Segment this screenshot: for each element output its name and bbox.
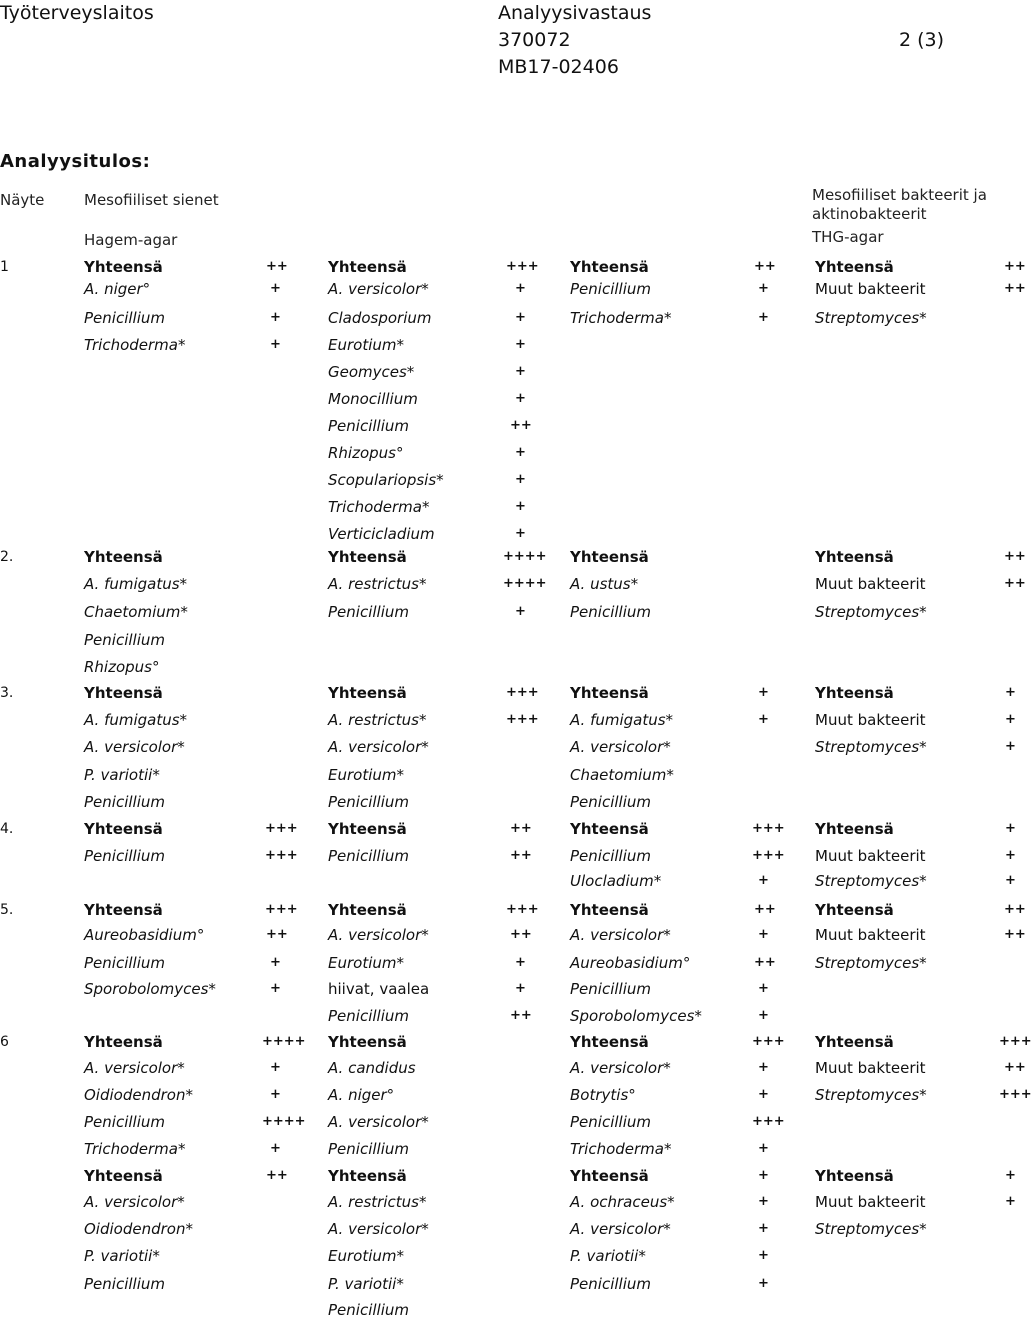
grade-value: ++ xyxy=(510,821,532,836)
organism-name: Oidiodendron* xyxy=(84,1220,193,1238)
organism-name: A. versicolor* xyxy=(570,1059,671,1077)
grade-value: + xyxy=(1005,1168,1016,1183)
total-label: Yhteensä xyxy=(328,684,407,702)
grade-value: + xyxy=(758,1248,769,1263)
grade-value: ++ xyxy=(1004,281,1026,296)
organism-name: Penicillium xyxy=(84,309,165,327)
organism-name: P. variotii* xyxy=(84,1247,160,1265)
organism-name: Penicillium xyxy=(328,847,409,865)
grade-value: + xyxy=(758,310,769,325)
organism-name: A. ochraceus* xyxy=(570,1193,675,1211)
grade-value: + xyxy=(758,1194,769,1209)
organism-name: A. fumigatus* xyxy=(570,711,674,729)
grade-value: +++ xyxy=(506,685,539,700)
organism-name: Verticicladium xyxy=(328,525,435,543)
grade-value: + xyxy=(515,499,526,514)
total-label: Yhteensä xyxy=(84,548,163,566)
grade-value: + xyxy=(515,955,526,970)
category-label: Muut bakteerit xyxy=(815,575,926,593)
grade-value: + xyxy=(515,364,526,379)
grade-value: + xyxy=(270,281,281,296)
grade-value: +++ xyxy=(999,1034,1032,1049)
organism-name: Streptomyces* xyxy=(815,954,927,972)
total-label: Yhteensä xyxy=(84,1167,163,1185)
organism-name: Oidiodendron* xyxy=(84,1086,193,1104)
organism-name: A. versicolor* xyxy=(84,738,185,756)
column-header-bacteria: Mesofiiliset bakteerit ja xyxy=(812,186,987,204)
grade-value: + xyxy=(270,310,281,325)
organism-name: Streptomyces* xyxy=(815,738,927,756)
organism-name: Aureobasidium° xyxy=(570,954,691,972)
organism-name: A. versicolor* xyxy=(570,738,671,756)
organism-name: Eurotium* xyxy=(328,1247,404,1265)
organism-name: Penicillium xyxy=(84,847,165,865)
category-label: Muut bakteerit xyxy=(815,711,926,729)
grade-value: +++ xyxy=(265,848,298,863)
document-reference: MB17-02406 xyxy=(498,56,619,78)
grade-value: ++ xyxy=(1004,902,1026,917)
grade-value: + xyxy=(758,1276,769,1291)
organism-name: Trichoderma* xyxy=(328,498,430,516)
organism-name: A. restrictus* xyxy=(328,711,427,729)
total-label: Yhteensä xyxy=(570,548,649,566)
total-label: Yhteensä xyxy=(84,684,163,702)
organism-name: A. versicolor* xyxy=(84,1193,185,1211)
grade-value: ++ xyxy=(754,259,776,274)
grade-value: ++++ xyxy=(503,576,547,591)
total-label: Yhteensä xyxy=(815,548,894,566)
total-label: Yhteensä xyxy=(815,258,894,276)
document-code: 370072 xyxy=(498,29,571,51)
grade-value: +++ xyxy=(752,821,785,836)
organism-name: Streptomyces* xyxy=(815,872,927,890)
grade-value: + xyxy=(515,281,526,296)
grade-value: + xyxy=(270,955,281,970)
organism-name: Eurotium* xyxy=(328,954,404,972)
category-label: Muut bakteerit xyxy=(815,280,926,298)
organism-name: Aureobasidium° xyxy=(84,926,205,944)
grade-value: + xyxy=(515,391,526,406)
grade-value: +++ xyxy=(506,712,539,727)
category-label: Muut bakteerit xyxy=(815,1193,926,1211)
sample-number: 4. xyxy=(0,821,14,837)
grade-value: + xyxy=(758,981,769,996)
total-label: Yhteensä xyxy=(328,820,407,838)
grade-value: + xyxy=(270,1141,281,1156)
grade-value: + xyxy=(1005,848,1016,863)
organism-name: Penicillium xyxy=(328,1140,409,1158)
organism-name: Penicillium xyxy=(328,603,409,621)
grade-value: + xyxy=(270,981,281,996)
grade-value: + xyxy=(1005,1194,1016,1209)
organism-name: A. ustus* xyxy=(570,575,639,593)
organism-name: Penicillium xyxy=(84,793,165,811)
grade-value: ++ xyxy=(510,848,532,863)
organization-name: Työterveyslaitos xyxy=(0,2,154,24)
organism-name: A. versicolor* xyxy=(570,1220,671,1238)
sample-number: 6 xyxy=(0,1034,9,1050)
organism-name: Penicillium xyxy=(570,603,651,621)
organism-name: Monocillium xyxy=(328,390,418,408)
organism-name: A. versicolor* xyxy=(570,926,671,944)
total-label: Yhteensä xyxy=(328,548,407,566)
grade-value: + xyxy=(758,281,769,296)
grade-value: +++ xyxy=(752,848,785,863)
organism-name: Penicillium xyxy=(570,1113,651,1131)
total-label: Yhteensä xyxy=(328,258,407,276)
total-label: Yhteensä xyxy=(328,1033,407,1051)
organism-name: A. candidus xyxy=(328,1059,416,1077)
organism-name: Trichoderma* xyxy=(570,1140,672,1158)
column-header-fungi-agar: Hagem-agar xyxy=(84,231,178,249)
organism-name: Scopulariopsis* xyxy=(328,471,444,489)
grade-value: ++ xyxy=(1004,1060,1026,1075)
grade-value: ++++ xyxy=(503,549,547,564)
organism-name: Streptomyces* xyxy=(815,1086,927,1104)
organism-name: Trichoderma* xyxy=(84,336,186,354)
organism-name: Penicillium xyxy=(328,793,409,811)
organism-name: Streptomyces* xyxy=(815,603,927,621)
grade-value: + xyxy=(515,981,526,996)
grade-value: + xyxy=(758,1087,769,1102)
total-label: Yhteensä xyxy=(328,901,407,919)
organism-name: Penicillium xyxy=(328,1301,409,1319)
organism-name: A. fumigatus* xyxy=(84,575,188,593)
grade-value: ++ xyxy=(1004,259,1026,274)
organism-name: Sporobolomyces* xyxy=(84,980,216,998)
organism-name: A. versicolor* xyxy=(84,1059,185,1077)
grade-value: + xyxy=(1005,821,1016,836)
total-label: Yhteensä xyxy=(815,1033,894,1051)
grade-value: + xyxy=(270,337,281,352)
total-label: Yhteensä xyxy=(570,684,649,702)
sample-number: 3. xyxy=(0,685,14,701)
organism-name: Penicillium xyxy=(84,1113,165,1131)
organism-name: A. versicolor* xyxy=(328,1113,429,1131)
total-label: Yhteensä xyxy=(570,901,649,919)
grade-value: + xyxy=(270,1060,281,1075)
organism-name: Cladosporium xyxy=(328,309,432,327)
grade-value: + xyxy=(758,1168,769,1183)
organism-name: Eurotium* xyxy=(328,336,404,354)
grade-value: + xyxy=(1005,873,1016,888)
category-label: hiivat, vaalea xyxy=(328,980,430,998)
organism-name: Penicillium xyxy=(328,417,409,435)
organism-name: Penicillium xyxy=(328,1007,409,1025)
grade-value: + xyxy=(270,1087,281,1102)
organism-name: Streptomyces* xyxy=(815,309,927,327)
organism-name: Penicillium xyxy=(570,1275,651,1293)
grade-value: +++ xyxy=(506,259,539,274)
organism-name: Penicillium xyxy=(570,980,651,998)
grade-value: + xyxy=(758,927,769,942)
grade-value: ++ xyxy=(510,927,532,942)
total-label: Yhteensä xyxy=(815,820,894,838)
total-label: Yhteensä xyxy=(84,820,163,838)
grade-value: ++ xyxy=(266,1168,288,1183)
grade-value: ++ xyxy=(510,418,532,433)
total-label: Yhteensä xyxy=(815,684,894,702)
document-title: Analyysivastaus xyxy=(498,2,652,24)
sample-number: 5. xyxy=(0,902,14,918)
organism-name: A. restrictus* xyxy=(328,1193,427,1211)
grade-value: + xyxy=(1005,739,1016,754)
organism-name: Chaetomium* xyxy=(84,603,188,621)
organism-name: Penicillium xyxy=(84,954,165,972)
grade-value: +++ xyxy=(752,1034,785,1049)
grade-value: + xyxy=(515,604,526,619)
grade-value: + xyxy=(515,337,526,352)
total-label: Yhteensä xyxy=(815,1167,894,1185)
total-label: Yhteensä xyxy=(815,901,894,919)
grade-value: + xyxy=(515,472,526,487)
organism-name: Eurotium* xyxy=(328,766,404,784)
grade-value: +++ xyxy=(999,1087,1032,1102)
organism-name: A. niger° xyxy=(328,1086,395,1104)
organism-name: P. variotii* xyxy=(84,766,160,784)
total-label: Yhteensä xyxy=(570,1033,649,1051)
grade-value: + xyxy=(1005,712,1016,727)
grade-value: +++ xyxy=(506,902,539,917)
grade-value: ++ xyxy=(266,259,288,274)
grade-value: ++ xyxy=(754,902,776,917)
grade-value: + xyxy=(758,1060,769,1075)
column-header-sample: Näyte xyxy=(0,191,45,209)
category-label: Muut bakteerit xyxy=(815,847,926,865)
total-label: Yhteensä xyxy=(570,258,649,276)
grade-value: ++++ xyxy=(262,1034,306,1049)
grade-value: + xyxy=(758,1141,769,1156)
grade-value: + xyxy=(515,310,526,325)
total-label: Yhteensä xyxy=(328,1167,407,1185)
grade-value: ++ xyxy=(266,927,288,942)
column-header-bacteria-cont: aktinobakteerit xyxy=(812,205,927,223)
category-label: Muut bakteerit xyxy=(815,1059,926,1077)
organism-name: Penicillium xyxy=(570,793,651,811)
grade-value: ++ xyxy=(1004,576,1026,591)
column-header-bacteria-agar: THG-agar xyxy=(812,228,884,246)
organism-name: P. variotii* xyxy=(328,1275,404,1293)
organism-name: Penicillium xyxy=(570,280,651,298)
grade-value: ++ xyxy=(510,1008,532,1023)
grade-value: ++++ xyxy=(262,1114,306,1129)
organism-name: Trichoderma* xyxy=(84,1140,186,1158)
grade-value: + xyxy=(758,685,769,700)
organism-name: Penicillium xyxy=(84,1275,165,1293)
organism-name: Ulocladium* xyxy=(570,872,662,890)
grade-value: + xyxy=(515,526,526,541)
organism-name: Trichoderma* xyxy=(570,309,672,327)
total-label: Yhteensä xyxy=(570,820,649,838)
organism-name: Geomyces* xyxy=(328,363,415,381)
organism-name: A. niger° xyxy=(84,280,151,298)
organism-name: Chaetomium* xyxy=(570,766,674,784)
grade-value: +++ xyxy=(752,1114,785,1129)
organism-name: A. restrictus* xyxy=(328,575,427,593)
organism-name: Penicillium xyxy=(84,631,165,649)
grade-value: + xyxy=(758,712,769,727)
column-header-fungi: Mesofiiliset sienet xyxy=(84,191,219,209)
organism-name: Rhizopus° xyxy=(328,444,404,462)
grade-value: + xyxy=(1005,685,1016,700)
organism-name: Penicillium xyxy=(570,847,651,865)
grade-value: +++ xyxy=(265,902,298,917)
organism-name: A. fumigatus* xyxy=(84,711,188,729)
total-label: Yhteensä xyxy=(84,901,163,919)
sample-number: 2. xyxy=(0,549,14,565)
sample-number: 1 xyxy=(0,259,9,275)
grade-value: ++ xyxy=(754,955,776,970)
organism-name: Rhizopus° xyxy=(84,658,160,676)
organism-name: Botrytis° xyxy=(570,1086,636,1104)
total-label: Yhteensä xyxy=(84,1033,163,1051)
organism-name: A. versicolor* xyxy=(328,738,429,756)
organism-name: P. variotii* xyxy=(570,1247,646,1265)
organism-name: A. versicolor* xyxy=(328,926,429,944)
grade-value: +++ xyxy=(265,821,298,836)
grade-value: + xyxy=(758,1008,769,1023)
organism-name: A. versicolor* xyxy=(328,280,429,298)
category-label: Muut bakteerit xyxy=(815,926,926,944)
total-label: Yhteensä xyxy=(84,258,163,276)
section-title: Analyysitulos: xyxy=(0,151,151,172)
total-label: Yhteensä xyxy=(570,1167,649,1185)
grade-value: + xyxy=(515,445,526,460)
grade-value: ++ xyxy=(1004,927,1026,942)
page-number: 2 (3) xyxy=(899,29,945,51)
grade-value: + xyxy=(758,873,769,888)
organism-name: Sporobolomyces* xyxy=(570,1007,702,1025)
organism-name: Streptomyces* xyxy=(815,1220,927,1238)
grade-value: ++ xyxy=(1004,549,1026,564)
grade-value: + xyxy=(758,1221,769,1236)
organism-name: A. versicolor* xyxy=(328,1220,429,1238)
